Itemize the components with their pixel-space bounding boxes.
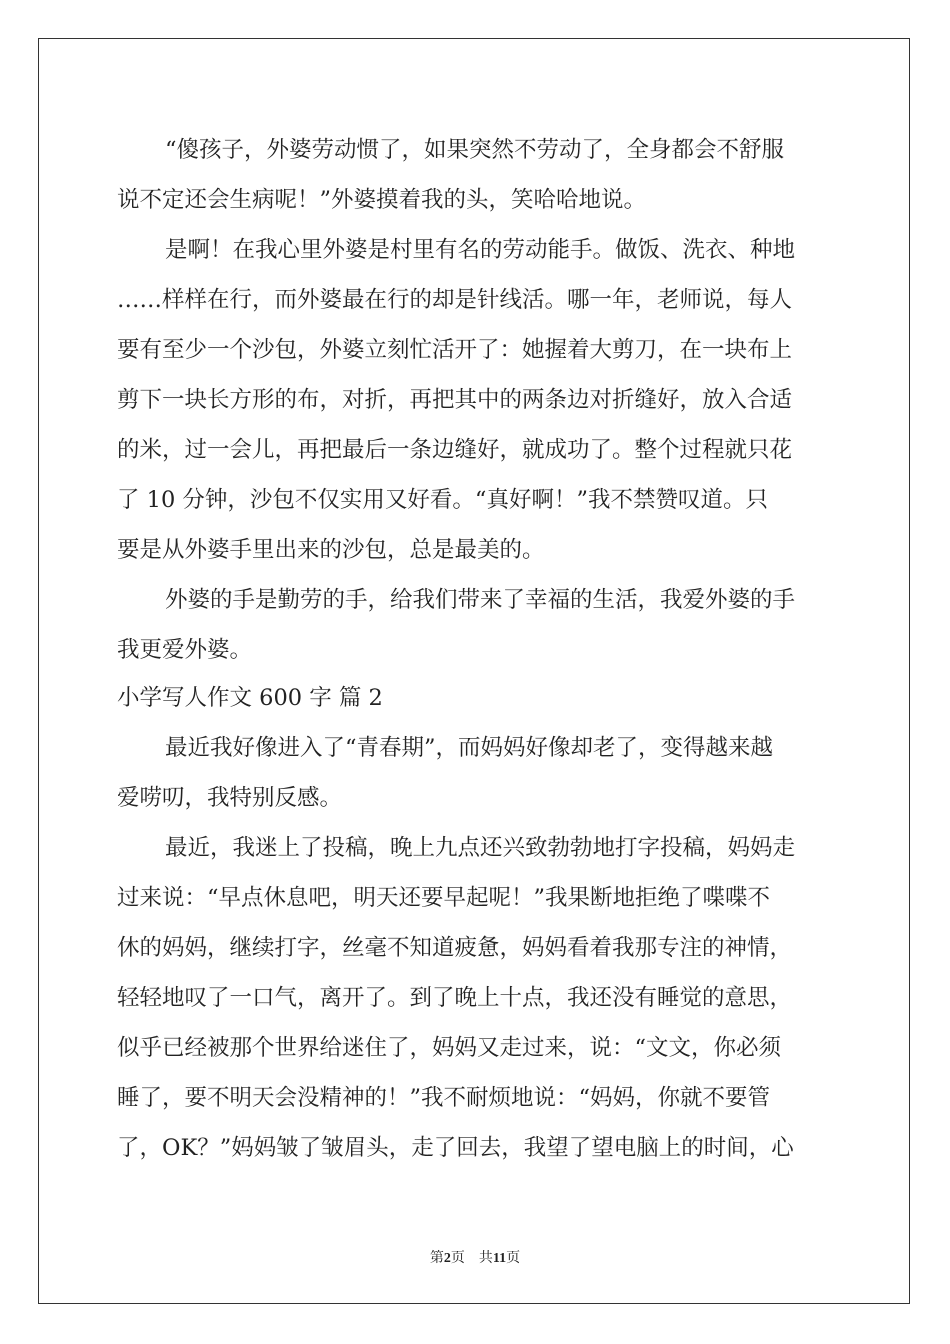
paragraph-line: 休的妈妈，继续打字，丝毫不知道疲惫，妈妈看着我那专注的神情， — [117, 935, 793, 961]
paragraph-line: 剪下一块长方形的布，对折，再把其中的两条边对折缝好，放入合适 — [117, 387, 793, 413]
paragraph-line: 过来说：“早点休息吧，明天还要早起呢！”我果断地拒绝了喋喋不 — [117, 885, 771, 911]
paragraph-line: “傻孩子，外婆劳动惯了，如果突然不劳动了，全身都会不舒服 — [165, 137, 785, 163]
paragraph-line: 爱唠叨，我特别反感。 — [117, 785, 343, 811]
paragraph-line: 我更爱外婆。 — [117, 637, 253, 663]
paragraph-line: 了，OK？”妈妈皱了皱眉头，走了回去，我望了望电脑上的时间，心 — [117, 1135, 794, 1161]
paragraph-line: 的米，过一会儿，再把最后一条边缝好，就成功了。整个过程就只花 — [117, 437, 793, 463]
paragraph-line: 要是从外婆手里出来的沙包，总是最美的。 — [117, 537, 545, 563]
paragraph-line: 最近我好像进入了“青春期”，而妈妈好像却老了，变得越来越 — [165, 735, 774, 761]
section-heading: 小学写人作文 600 字 篇 2 — [117, 685, 383, 711]
paragraph-line: 了 10 分钟，沙包不仅实用又好看。“真好啊！”我不禁赞叹道。只 — [117, 487, 768, 513]
paragraph-line: ……样样在行，而外婆最在行的却是针线活。哪一年，老师说，每人 — [117, 287, 793, 313]
paragraph-line: 睡了，要不明天会没精神的！”我不耐烦地说：“妈妈，你就不要管 — [117, 1085, 771, 1111]
total-page-count: 11 — [492, 1251, 507, 1266]
paragraph-line: 说不定还会生病呢！”外婆摸着我的头，笑哈哈地说。 — [117, 187, 647, 213]
current-page-number: 2 — [443, 1251, 451, 1266]
paragraph-line: 似乎已经被那个世界给迷住了，妈妈又走过来，说：“文文，你必须 — [117, 1035, 782, 1061]
paragraph-line: 是啊！在我心里外婆是村里有名的劳动能手。做饭、洗衣、种地 — [165, 237, 796, 263]
paragraph-line: 最近，我迷上了投稿，晚上九点还兴致勃勃地打字投稿，妈妈走 — [165, 835, 796, 861]
footer-suffix: 页 — [506, 1251, 521, 1266]
footer-prefix: 第 — [429, 1251, 444, 1266]
paragraph-line: 轻轻地叹了一口气，离开了。到了晚上十点，我还没有睡觉的意思， — [117, 985, 793, 1011]
page-footer — [0, 1247, 950, 1267]
paragraph-line: 外婆的手是勤劳的手，给我们带来了幸福的生活，我爱外婆的手 — [165, 587, 796, 613]
paragraph-line: 要有至少一个沙包，外婆立刻忙活开了：她握着大剪刀，在一块布上 — [117, 337, 793, 363]
footer-mid: 页 共 — [450, 1251, 493, 1266]
page-border — [38, 38, 910, 1304]
